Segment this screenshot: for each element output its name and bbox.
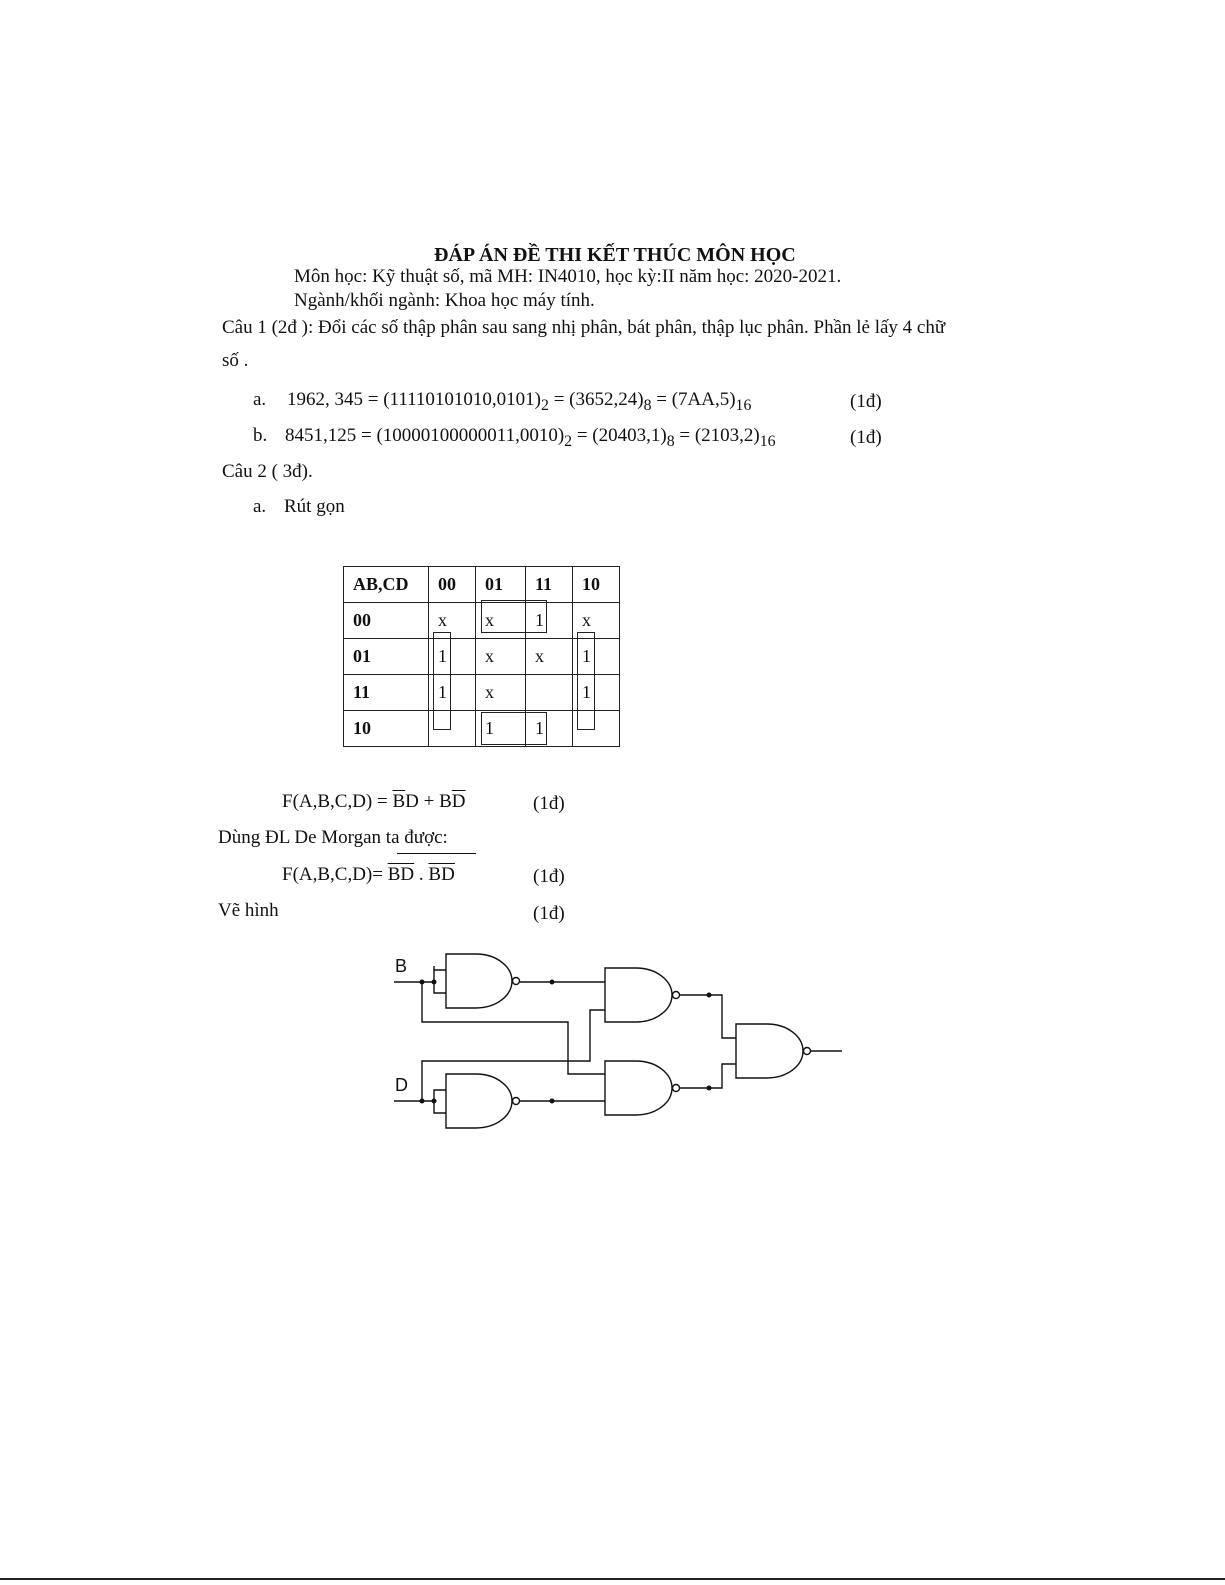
kmap-cell: 1 [526,711,573,747]
kmap-cell: x [476,603,526,639]
kmap-cell: x [476,675,526,711]
q1-question-cont: số . [222,350,249,371]
q1-a-binary: 1962, 345 = (11110101010,0101) [287,389,542,410]
function-nand-term1-bbar: B [387,864,401,885]
page-bottom-border [0,1578,1225,1580]
junction-dot [432,980,437,985]
function-sop-dbar: $\overline{D}$ [451,791,466,812]
function-nand-outer-bar [397,853,476,854]
q1-b-label: b. [253,425,268,446]
function-nand-term2-b: B [428,864,442,885]
q1-a-points: (1đ) [850,391,882,412]
kmap-cell: 1 [526,603,573,639]
kmap-row-header: 01 [344,639,429,675]
function-nand-term2 [428,864,454,885]
kmap-cell: x [573,603,620,639]
function-nand [282,864,455,886]
function-sop-d: D [405,791,419,812]
q2-a-label: a. [253,496,267,517]
function-nand-points: (1đ) [533,866,565,887]
nand-gate-2-bubble [513,1098,520,1105]
junction-dot [550,980,555,985]
page-title: ĐÁP ÁN ĐỀ THI KẾT THÚC MÔN HỌC [434,244,796,266]
nand-gate-4-bubble [673,1085,680,1092]
nand-gate-3 [605,968,672,1022]
q1-a-sub2: 2 [541,396,549,414]
function-sop-prefix: F(A,B,C,D) = [282,791,393,812]
q1-a-hex: = (7AA,5) [651,389,736,410]
function-nand-dot: . [414,864,429,885]
kmap-cell: 1 [429,639,476,675]
q2-a-text: Rút gọn [284,496,345,517]
wire-g3-to-g5 [680,995,736,1038]
function-nand-prefix: F(A,B,C,D)= [282,864,388,885]
kmap-cell: 1 [429,675,476,711]
wire-d-to-gate3 [422,1010,605,1101]
wire-d-split [434,1101,446,1113]
function-nand-term2-dbar: D [441,864,455,885]
kmap-cell: x [429,603,476,639]
kmap-group-top [481,600,547,633]
q1-b-binary: 8451,125 = (10000100000011,0010) [285,425,565,446]
kmap-row-header: 10 [344,711,429,747]
nand-gate-1 [446,954,512,1008]
nand-gate-2 [446,1074,512,1128]
nand-gate-4 [605,1061,672,1115]
circuit-input-d: D [395,1075,408,1095]
demorgan-text: Dùng ĐL De Morgan ta được: [218,827,448,848]
kmap-row-header: 11 [344,675,429,711]
subject-line: Môn học: Kỹ thuật số, mã MH: IN4010, học kỳ:II năm học: 2020-2021. [294,266,842,287]
kmap-row-header: 00 [344,603,429,639]
kmap-header-row [344,567,620,603]
kmap-cell: x [526,639,573,675]
q1-b-points: (1đ) [850,427,882,448]
wire-b-to-gate4 [422,982,605,1074]
kmap-cell [526,675,573,711]
kmap-col-header: 01 [476,567,526,603]
junction-dot [420,1099,425,1104]
major-line: Ngành/khối ngành: Khoa học máy tính. [294,290,595,311]
kmap-cell: x [476,639,526,675]
kmap-group-left [433,632,451,730]
q1-b-sub16: 16 [759,432,776,450]
q1-a-octal: = (3652,24) [548,389,644,410]
draw-label: Vẽ hình [218,900,279,921]
kmap-cell: 1 [573,675,620,711]
q1-a-answer [287,389,751,415]
q1-b-sub8: 8 [666,432,675,450]
nand-gate-3-bubble [673,992,680,999]
kmap-corner: AB,CD [344,567,429,603]
kmap-col-header: 10 [573,567,620,603]
function-sop-plus-b: + B [418,791,452,812]
junction-dot [420,980,425,985]
q1-question: Câu 1 (2đ ): Đổi các số thập phân sau sang nhị phân, bát phân, thập lục phân. Phần lẻ lấy 4 chữ [222,317,946,338]
kmap-col-header: 11 [526,567,573,603]
q1-a-label: a. [253,389,267,410]
junction-dot [707,993,712,998]
function-sop-points: (1đ) [533,793,565,814]
nand-gate-1-bubble [513,978,520,985]
kmap-group-bottom [481,712,547,745]
kmap-col-header: 00 [429,567,476,603]
function-sop [282,791,466,813]
q2-question: Câu 2 ( 3đ). [222,461,313,482]
junction-dot [550,1099,555,1104]
wire-b-split [434,982,446,993]
kmap-cell: 1 [476,711,526,747]
kmap-cell: 1 [573,639,620,675]
wire-g4-to-g5 [680,1064,736,1088]
q1-b-hex: = (2103,2) [674,425,760,446]
q1-b-answer [285,425,776,451]
function-nand-term1 [388,864,414,885]
q1-a-sub16: 16 [735,396,752,414]
circuit-input-b: B [395,956,408,976]
q1-b-sub2: 2 [564,432,573,450]
function-nand-term1-d: D [400,864,415,885]
draw-points: (1đ) [533,903,565,924]
q1-b-octal: = (20403,1) [572,425,667,446]
function-sop-bbar: $\overline{B}$ [392,791,406,812]
junction-dot [707,1086,712,1091]
q1-a-sub8: 8 [643,396,652,414]
nand-gate-5-bubble [804,1048,811,1055]
nand-gate-5 [736,1024,803,1078]
kmap-group-right [577,632,595,730]
junction-dot [432,1099,437,1104]
